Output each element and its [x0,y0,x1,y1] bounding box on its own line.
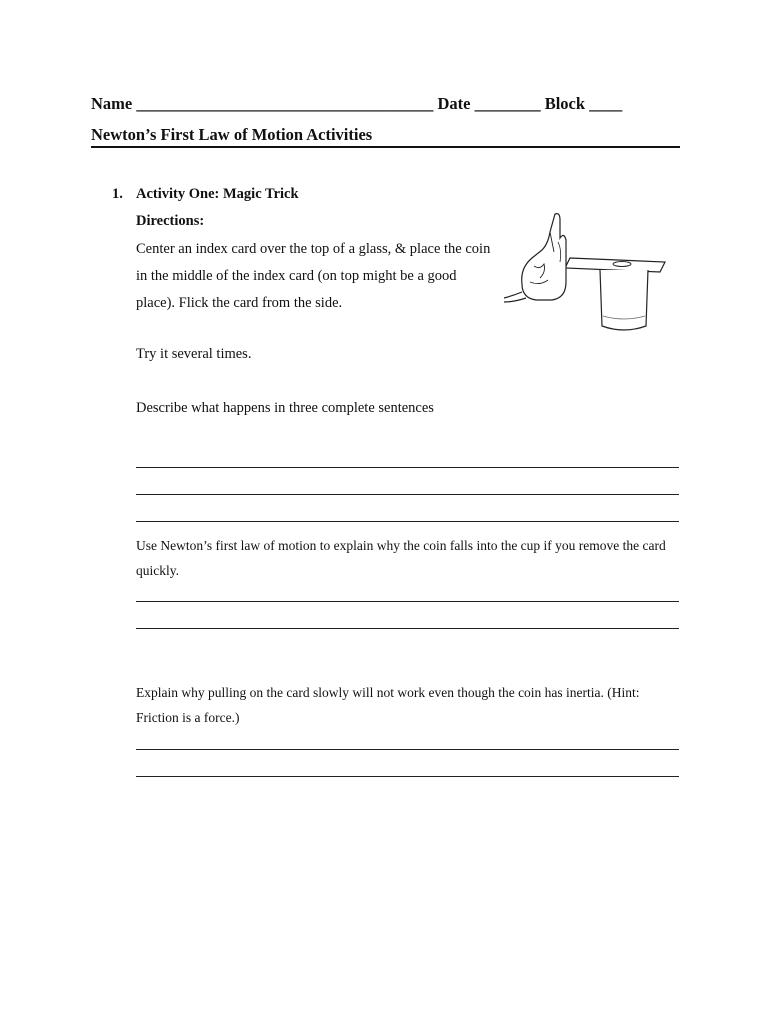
describe-prompt: Describe what happens in three complete sentences [136,400,434,416]
block-label: Block [544,94,586,113]
answer-line[interactable] [136,601,679,602]
answer-line[interactable] [136,494,679,495]
answer-line[interactable] [136,776,679,777]
activity-title: Activity One: Magic Trick [136,186,299,202]
hand-shape [522,214,566,300]
answer-line[interactable] [136,521,679,522]
header-fields [91,94,681,114]
coin-shape [613,262,631,267]
page-title: Newton’s First Law of Motion Activities [91,125,680,148]
question-newton-law: Use Newton’s first law of motion to explain why the coin falls into the cup if you remove the card quickly. [136,538,666,578]
activity-number: 1. [112,186,123,202]
try-instruction: Try it several times. [136,346,252,362]
question-friction: Explain why pulling on the card slowly will not work even though the coin has inertia. (Hint: Friction is a force.) [136,685,640,725]
directions-label: Directions: [136,213,205,229]
glass-shape [600,270,648,330]
name-label: Name [91,94,133,113]
answer-line[interactable] [136,467,679,468]
hand-flicking-card-illustration [500,210,670,340]
date-blank[interactable]: ________ [474,94,541,113]
name-blank[interactable]: ____________________________________ [136,94,434,113]
block-blank[interactable]: ____ [589,94,623,113]
directions-text: Center an index card over the top of a glass, & place the coin in the middle of the index card (on top might be a good place). Flick the card from the side. [136,241,491,311]
date-label: Date [437,94,471,113]
answer-line[interactable] [136,628,679,629]
answer-line[interactable] [136,749,679,750]
